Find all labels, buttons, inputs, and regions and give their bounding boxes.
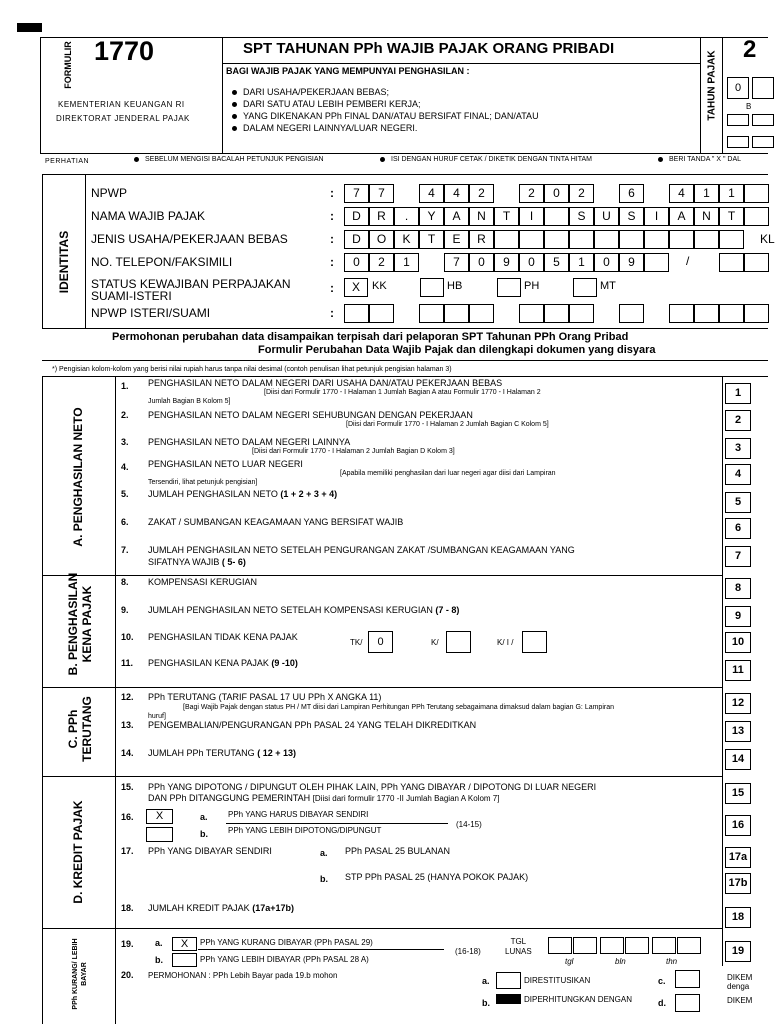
tel-row-char-box[interactable]: 2 [369, 253, 394, 272]
colon-5: : [330, 281, 334, 295]
ministry-name: KEMENTERIAN KEUANGAN RI [58, 100, 185, 109]
year-digit: 2 [743, 36, 757, 63]
npwp-row-char-box[interactable]: 4 [419, 184, 444, 203]
row-12-sub-1: [Bagi Wajib Pajak dengan status PH / MT diisi dari Lampiran Perhitungan PPh Terutang sebagaimana dimaksud dalam bagian G: Lampiran [183, 704, 615, 711]
status-mt-checkbox[interactable] [573, 278, 597, 297]
npwp-row-char-box[interactable]: 2 [519, 184, 544, 203]
jenis-row-char-box[interactable] [694, 230, 719, 249]
row-20-b-letter: b. [482, 998, 490, 1008]
nama-row-char-box[interactable]: Y [419, 207, 444, 226]
header-checkbox-1[interactable] [727, 114, 749, 126]
row-17-b-letter: b. [320, 874, 328, 884]
notice-line-1: Permohonan perubahan data disampaikan terpisah dari pelaporan SPT Tahunan PPh Orang Pribad [112, 331, 629, 343]
line-number-box: 13 [725, 721, 751, 742]
line-number-box: 7 [725, 546, 751, 567]
line-number-box: 18 [725, 907, 751, 928]
npwp2-row-char-box[interactable] [544, 304, 569, 323]
npwp2-row-char-box[interactable] [444, 304, 469, 323]
npwp2-row-char-box[interactable] [369, 304, 394, 323]
jenis-row-char-box[interactable] [544, 230, 569, 249]
tel-row-char-box[interactable] [644, 253, 669, 272]
line-number-box: 19 [725, 941, 751, 962]
row-19-a-label: PPh YANG KURANG DIBAYAR (PPh PASAL 29) [200, 938, 373, 947]
jenis-row-char-box[interactable]: O [369, 230, 394, 249]
row-number-4: 4. [121, 462, 129, 472]
nama-row-char-box[interactable]: I [519, 207, 544, 226]
colon-2: : [330, 209, 334, 223]
row-20-a-letter: a. [482, 976, 490, 986]
row-number-19: 19. [121, 939, 134, 949]
line-number-box: 17b [725, 873, 751, 894]
row-number-5: 5. [121, 489, 129, 499]
row-16-a-label: PPh YANG HARUS DIBAYAR SENDIRI [228, 810, 369, 819]
section-d-label: D. KREDIT PAJAK [71, 800, 85, 904]
row-number-18: 18. [121, 903, 134, 913]
jenis-row-char-box[interactable]: K [394, 230, 419, 249]
npwp2-row-char-box[interactable] [419, 304, 444, 323]
row-16-checkbox-b[interactable] [146, 827, 173, 842]
jenis-usaha-label: JENIS USAHA/PEKERJAAN BEBAS [91, 232, 288, 246]
tel-row-char-box[interactable]: 0 [519, 253, 544, 272]
income-bullet-4: DALAM NEGERI LAINNYA/LUAR NEGERI. [232, 122, 539, 134]
tgl-label: tgl [565, 957, 574, 966]
colon-1: : [330, 186, 334, 200]
npwp-row-char-box[interactable]: 6 [619, 184, 644, 203]
tgl-lunas-box-5[interactable] [652, 937, 676, 954]
row-20-checkbox-c[interactable] [675, 970, 700, 988]
line-number-box: 5 [725, 492, 751, 513]
row-19-checkbox-b[interactable] [172, 953, 197, 967]
row-number-10: 10. [121, 632, 134, 642]
footnote: *) Pengisian kolom-kolom yang berisi nilai rupiah harus tanpa nilai desimal (contoh penulisan lihat petunjuk pengisian halaman 3) [52, 366, 452, 373]
row-7-label-2: SIFATNYA WAJIB ( 5- 6) [148, 557, 246, 567]
formulir-label: FORMULIR [63, 41, 73, 89]
tel-row-char-box[interactable]: 7 [444, 253, 469, 272]
ptkp-k-box[interactable] [446, 631, 471, 653]
npwp-row-char-box[interactable]: 1 [694, 184, 719, 203]
header-checkbox-4[interactable] [752, 136, 774, 148]
row-17-label: PPh YANG DIBAYAR SENDIRI [148, 846, 272, 856]
tahun-pajak-label: TAHUN PAJAK [706, 50, 718, 121]
row-number-6: 6. [121, 517, 129, 527]
row-20-checkbox-a[interactable] [496, 972, 521, 989]
row-number-7: 7. [121, 545, 129, 555]
npwp-label: NPWP [91, 186, 127, 200]
income-bullet-2: DARI SATU ATAU LEBIH PEMBERI KERJA; [232, 98, 539, 110]
row-number-8: 8. [121, 577, 129, 587]
row-9-label: JUMLAH PENGHASILAN NETO SETELAH KOMPENSASI KERUGIAN (7 - 8) [148, 605, 460, 615]
status-mt-label: MT [600, 280, 616, 292]
line-number-box: 9 [725, 606, 751, 627]
jenis-row-char-box[interactable] [644, 230, 669, 249]
npwp2-row-char-box[interactable] [744, 304, 769, 323]
row-16-formula: (14-15) [456, 820, 482, 829]
row-16-a-letter: a. [200, 812, 208, 822]
row-15-label-2: DAN PPh DITANGGUNG PEMERINTAH [Diisi dari formulir 1770 -II Jumlah Bagian A Kolom 7] [148, 793, 500, 803]
section-b-label: B. PENGHASILAN KENA PAJAK [66, 572, 94, 676]
tgl-lunas-box-3[interactable] [600, 937, 624, 954]
row-20-checkbox-d[interactable] [675, 994, 700, 1012]
row-12-sub-2: huruf] [148, 713, 166, 720]
ptkp-ki-label: K/ I / [497, 638, 514, 647]
line-number-box: 16 [725, 815, 751, 836]
row-number-13: 13. [121, 720, 134, 730]
row-4-label: PENGHASILAN NETO LUAR NEGERI [148, 459, 303, 469]
npwp2-row-char-box[interactable] [669, 304, 694, 323]
jenis-row-char-box[interactable]: D [344, 230, 369, 249]
tel-row-char-box[interactable]: 0 [469, 253, 494, 272]
line-number-box: 12 [725, 693, 751, 714]
colon-4: : [330, 255, 334, 269]
row-15-label-1: PPh YANG DIPOTONG / DIPUNGUT OLEH PIHAK LAIN, PPh YANG DIBAYAR / DIPOTONG DI LUAR NEGERI [148, 782, 597, 792]
klu-label: KL [760, 232, 775, 246]
line-number-box: 10 [725, 632, 751, 653]
dikem-label-1: DIKEM denga [727, 973, 753, 991]
row-number-15: 15. [121, 782, 134, 792]
row-4-sub-1: [Apabila memiliki penghasilan dari luar negeri agar diisi dari Lampiran [340, 470, 556, 477]
jenis-row-char-box[interactable] [519, 230, 544, 249]
jenis-row-char-box[interactable] [494, 230, 519, 249]
tgl-lunas-label: TGL LUNAS [505, 937, 532, 956]
row-5-label: JUMLAH PENGHASILAN NETO (1 + 2 + 3 + 4) [148, 489, 338, 499]
row-20-checkbox-b[interactable] [496, 994, 521, 1004]
line-number-box: 14 [725, 749, 751, 770]
npwp2-row-char-box[interactable] [569, 304, 594, 323]
dikem-label-2: DIKEM [727, 996, 753, 1005]
colon-6: : [330, 306, 334, 320]
section-a-label: A. PENGHASILAN NETO [71, 407, 85, 547]
status-label-2: SUAMI-ISTERI [91, 289, 172, 303]
ptkp-ki-box[interactable] [522, 631, 547, 653]
line-number-box: 3 [725, 438, 751, 459]
row-number-3: 3. [121, 437, 129, 447]
nama-row-char-box[interactable]: R [369, 207, 394, 226]
row-11-label: PENGHASILAN KENA PAJAK (9 -10) [148, 658, 298, 668]
row-10-label: PENGHASILAN TIDAK KENA PAJAK [148, 632, 298, 642]
row-20-c-letter: c. [658, 976, 666, 986]
tel-row-char-box[interactable]: 9 [494, 253, 519, 272]
income-bullets [232, 86, 539, 134]
income-bullet-3: YANG DIKENAKAN PPh FINAL DAN/ATAU BERSIFAT FINAL; DAN/ATAU [232, 110, 539, 122]
line-number-box: 8 [725, 578, 751, 599]
form-title: SPT TAHUNAN PPh WAJIB PAJAK ORANG PRIBADI [243, 40, 615, 57]
npwp-row-char-box[interactable]: 2 [469, 184, 494, 203]
section-c-label: C. PPh TERUTANG [66, 696, 94, 762]
row-19-b-label: PPh YANG LEBIH DIBAYAR (PPh PASAL 28 A) [200, 955, 369, 964]
right-letter: B [746, 102, 752, 111]
colon-3: : [330, 232, 334, 246]
row-4-sub-2: Tersendiri, lihat petunjuk pengisian] [148, 479, 258, 486]
row-number-1: 1. [121, 381, 129, 391]
tel-row-char-box[interactable]: 1 [569, 253, 594, 272]
status-hb-checkbox[interactable] [420, 278, 444, 297]
jenis-row-char-box[interactable]: T [419, 230, 444, 249]
row-number-9: 9. [121, 605, 129, 615]
jenis-row-char-box[interactable]: R [469, 230, 494, 249]
tgl-lunas-box-2[interactable] [573, 937, 597, 954]
status-ph-label: PH [524, 280, 540, 292]
tel-row-char-box[interactable]: 0 [594, 253, 619, 272]
jenis-row-char-box[interactable] [719, 230, 744, 249]
tgl-lunas-box-1[interactable] [548, 937, 572, 954]
npwp-row-char-box[interactable]: 1 [719, 184, 744, 203]
row-number-20: 20. [121, 970, 134, 980]
line-number-box: 4 [725, 464, 751, 485]
tel-row-char-box[interactable]: 9 [619, 253, 644, 272]
row-number-16: 16. [121, 812, 134, 822]
row-16-checkbox-a[interactable]: X [146, 809, 173, 824]
thn-label: thn [666, 957, 678, 966]
status-hb-label: HB [447, 280, 463, 292]
npwp-row-char-box[interactable]: 2 [569, 184, 594, 203]
row-number-14: 14. [121, 748, 134, 758]
jenis-row-char-box[interactable]: E [444, 230, 469, 249]
nama-row-char-box[interactable]: D [344, 207, 369, 226]
perhatian-item-2: ISI DENGAN HURUF CETAK / DIKETIK DENGAN TINTA HITAM [380, 156, 592, 163]
line-number-box: 17a [725, 847, 751, 868]
header-checkbox-2[interactable] [727, 136, 749, 148]
npwp2-row-char-box[interactable] [619, 304, 644, 323]
perhatian-item-1: SEBELUM MENGISI BACALAH PETUNJUK PENGISIAN [134, 156, 324, 163]
perhatian-item-3: BERI TANDA " X " DAL [658, 156, 741, 163]
row-3-label: PENGHASILAN NETO DALAM NEGERI LAINNYA [148, 437, 351, 447]
row-20-b-label: DIPERHITUNGKAN DENGAN [524, 995, 633, 1004]
row-number-12: 12. [121, 692, 134, 702]
row-16-b-label: PPh YANG LEBIH DIPOTONG/DIPUNGUT [228, 826, 382, 835]
tel-row-char-box[interactable] [744, 253, 769, 272]
jenis-row-char-box[interactable] [619, 230, 644, 249]
ptkp-tk-box[interactable]: 0 [368, 631, 393, 653]
nama-row-char-box[interactable]: N [694, 207, 719, 226]
nama-row-char-box[interactable]: S [569, 207, 594, 226]
row-1-sub-1: [Diisi dari Formulir 1770 - I Halaman 1 Jumlah Bagian A atau Formulir 1770 - I Halaman 2 [264, 389, 541, 396]
line-number-box: 6 [725, 518, 751, 539]
nama-row-char-box[interactable] [744, 207, 769, 226]
npwp-row-char-box[interactable]: 0 [544, 184, 569, 203]
ptkp-tk-label: TK/ [350, 638, 363, 647]
nama-row-char-box[interactable]: N [469, 207, 494, 226]
npwp2-row-char-box[interactable] [469, 304, 494, 323]
row-19-formula: (16-18) [455, 947, 481, 956]
income-bullet-1: DARI USAHA/PEKERJAAN BEBAS; [232, 86, 539, 98]
row-number-11: 11. [121, 658, 134, 668]
row-3-sub: [Diisi dari Formulir 1770 - I Halaman 2 Jumlah Bagian D Kolom 3] [252, 448, 455, 455]
row-12-label: PPh TERUTANG (TARIF PASAL 17 UU PPh X ANGKA 11) [148, 692, 382, 702]
row-20-label: PERMOHONAN : PPh Lebih Bayar pada 19.b mohon [148, 971, 338, 980]
nama-row-char-box[interactable]: I [644, 207, 669, 226]
section-e-label: PPh KURANG/ LEBIH BAYAR [72, 938, 88, 1010]
year-box[interactable]: 0 [727, 77, 749, 99]
npwp2-row-char-box[interactable] [719, 304, 744, 323]
row-18-label: JUMLAH KREDIT PAJAK (17a+17b) [148, 903, 294, 913]
row-6-label: ZAKAT / SUMBANGAN KEAGAMAAN YANG BERSIFAT WAJIB [148, 517, 404, 527]
jenis-row-char-box[interactable] [594, 230, 619, 249]
row-number-17: 17. [121, 846, 134, 856]
directorate-name: DIREKTORAT JENDERAL PAJAK [56, 114, 190, 123]
status-kk-checkbox[interactable]: X [344, 278, 368, 297]
row-17-b-label: STP PPh PASAL 25 (HANYA POKOK PAJAK) [345, 872, 529, 882]
row-20-a-label: DIRESTITUSIKAN [524, 976, 591, 985]
telepon-label: NO. TELEPON/FAKSIMILI [91, 255, 233, 269]
npwp2-row-char-box[interactable] [344, 304, 369, 323]
row-14-label: JUMLAH PPh TERUTANG ( 12 + 13) [148, 748, 296, 758]
line-number-box: 2 [725, 410, 751, 431]
nama-row-char-box[interactable]: T [719, 207, 744, 226]
jenis-row-char-box[interactable] [669, 230, 694, 249]
telepon-separator: / [686, 254, 690, 268]
row-13-label: PENGEMBALIAN/PENGURANGAN PPh PASAL 24 YANG TELAH DIKREDITKAN [148, 720, 477, 730]
npwp-row-char-box[interactable]: 4 [669, 184, 694, 203]
nama-label: NAMA WAJIB PAJAK [91, 209, 206, 223]
tgl-lunas-box-4[interactable] [625, 937, 649, 954]
row-2-label: PENGHASILAN NETO DALAM NEGERI SEHUBUNGAN DENGAN PEKERJAAN [148, 410, 473, 420]
npwp2-row-char-box[interactable] [694, 304, 719, 323]
row-1-label: PENGHASILAN NETO DALAM NEGERI DARI USAHA DAN/ATAU PEKERJAAN BEBAS [148, 378, 503, 388]
row-16-b-letter: b. [200, 829, 208, 839]
tel-row-char-box[interactable]: 1 [394, 253, 419, 272]
form-number: 1770 [94, 36, 155, 66]
line-number-box: 11 [725, 660, 751, 681]
identitas-label: IDENTITAS [57, 230, 71, 294]
row-19-checkbox-a[interactable]: X [172, 937, 197, 951]
npwp-row-char-box[interactable]: 7 [344, 184, 369, 203]
row-2-sub: [Diisi dari Formulir 1770 - I Halaman 2 Jumlah Bagian C Kolom 5] [346, 421, 549, 428]
jenis-row-char-box[interactable] [569, 230, 594, 249]
tel-row-char-box[interactable]: 5 [544, 253, 569, 272]
nama-row-char-box[interactable]: A [444, 207, 469, 226]
nama-row-char-box[interactable] [544, 207, 569, 226]
nama-row-char-box[interactable]: T [494, 207, 519, 226]
nama-row-char-box[interactable]: S [619, 207, 644, 226]
tgl-lunas-box-6[interactable] [677, 937, 701, 954]
nama-row-char-box[interactable]: U [594, 207, 619, 226]
notice-line-2: Formulir Perubahan Data Wajib Pajak dan dilengkapi dokumen yang disyara [258, 344, 656, 356]
row-7-label-1: JUMLAH PENGHASILAN NETO SETELAH PENGURANGAN ZAKAT /SUMBANGAN KEAGAMAAN YANG [148, 545, 575, 555]
header-checkbox-3[interactable] [752, 114, 774, 126]
year-box-2[interactable] [752, 77, 774, 99]
status-label-1: STATUS KEWAJIBAN PERPAJAKAN [91, 277, 291, 291]
line-number-box: 15 [725, 783, 751, 804]
row-8-label: KOMPENSASI KERUGIAN [148, 577, 258, 587]
status-kk-label: KK [372, 280, 387, 292]
npwp-row-char-box[interactable]: 7 [369, 184, 394, 203]
tel-row-char-box[interactable]: 0 [344, 253, 369, 272]
row-number-2: 2. [121, 410, 129, 420]
row-19-a-letter: a. [155, 938, 163, 948]
row-19-b-letter: b. [155, 955, 163, 965]
row-17-a-label: PPh PASAL 25 BULANAN [345, 846, 451, 856]
npwp-row-char-box[interactable]: 4 [444, 184, 469, 203]
registration-mark [17, 23, 42, 32]
bln-label: bln [615, 957, 626, 966]
npwp-istri-label: NPWP ISTERI/SUAMI [91, 306, 211, 320]
status-ph-checkbox[interactable] [497, 278, 521, 297]
row-17-a-letter: a. [320, 848, 328, 858]
row-1-sub-2: Jumlah Bagian B Kolom 5] [148, 398, 231, 405]
tel-row-char-box[interactable] [719, 253, 744, 272]
npwp-row-char-box[interactable] [744, 184, 769, 203]
nama-row-char-box[interactable]: A [669, 207, 694, 226]
row-20-d-letter: d. [658, 998, 666, 1008]
line-number-box: 1 [725, 383, 751, 404]
perhatian-label: PERHATIAN [45, 158, 90, 165]
ptkp-k-label: K/ [431, 638, 439, 647]
form-subtitle: BAGI WAJIB PAJAK YANG MEMPUNYAI PENGHASILAN : [226, 66, 470, 76]
npwp2-row-char-box[interactable] [519, 304, 544, 323]
nama-row-char-box[interactable]: . [394, 207, 419, 226]
